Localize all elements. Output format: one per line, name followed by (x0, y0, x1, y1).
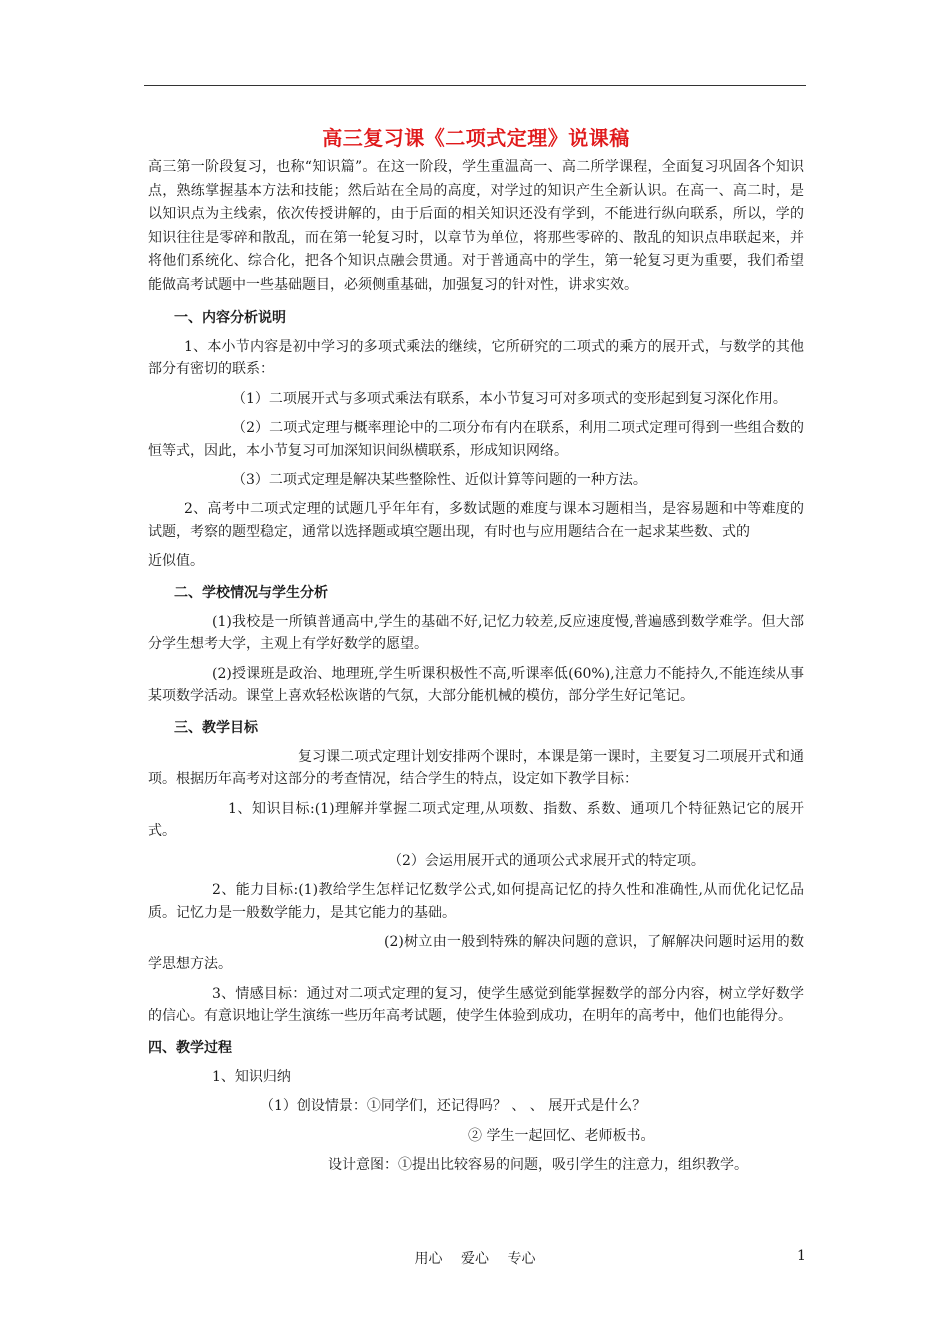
document-title: 高三复习课《二项式定理》说课稿 (322, 126, 630, 150)
section-4-heading: 四、教学过程 (148, 1039, 232, 1056)
emotion-goal: 3、情感目标：通过对二项式定理的复习，使学生感觉到能掌握数学的部分内容，树立学好数学的信心。有意识地让学生演练一些历年高考试题，使学生体验到成功，在明年的高考中，他们也能得分。 (148, 985, 804, 1025)
document-body (148, 124, 804, 1177)
section-2-para-2: (2)授课班是政治、地理班,学生听课积极性不高,听课率低(60%),注意力不能持久,不能连续从事某项数学活动。课堂上喜欢轻松诙谐的气氛，大部分能机械的模仿，部分学生好记笔记。 (148, 665, 804, 705)
section-1-item-1: （1）二项展开式与多项式乘法有联系，本小节复习可对多项式的变形起到复习深化作用。 (232, 390, 787, 407)
section-1-para-2-tail: 近似值。 (148, 553, 204, 570)
section-1-item-3: （3）二项式定理是解决某些整除性、近似计算等问题的一种方法。 (232, 472, 647, 488)
section-1-heading: 一、内容分析说明 (174, 309, 286, 326)
section-3-para-1: 复习课二项式定理计划安排两个课时，本课是第一课时，主要复习二项展开式和通项。根据历年高考对这部分的考查情况，结合学生的特点，设定如下教学目标： (148, 749, 804, 788)
knowledge-goal-2: （2）会运用展开式的通项公式求展开式的特定项。 (388, 852, 705, 869)
footer-motto: 用心 爱心 专心 (414, 1251, 536, 1267)
section-1-para-2: 2、高考中二项式定理的试题几乎年年有，多数试题的难度与课本习题相当，是容易题和中等难度的试题，考察的题型稳定，通常以选择题或填空题出现，有时也与应用题结合在一起求某些数、式的 (148, 501, 804, 540)
section-1-para-1: 1、本小节内容是初中学习的多项式乘法的继续，它所研究的二项式的乘方的展开式，与数学的其他部分有密切的联系： (148, 338, 804, 378)
intro-paragraph: 高三第一阶段复习，也称“知识篇”。在这一阶段，学生重温高一、高二所学课程，全面复习巩固各个知识点，熟练掌握基本方法和技能；然后站在全局的高度，对学过的知识产生全新认识。在高一、高二时，是以知识点为主线索，依次传授讲解的，由于后面的相关知识还没有学到，不能进行纵向联系，所以，学的知识往往是零碎和散乱，而在第一轮复习时，以章节为单位，将那些零碎的、散乱的知识点串联起来，并将他们系统化、综合化，把各个知识点融会贯通。对于普通高中的学生，第一轮复习更为重要，我们希望能做高考试题中一些基础题目，必须侧重基础，加强复习的针对性，讲求实效。 (148, 159, 804, 293)
knowledge-goal-1: 1、知识目标:(1)理解并掌握二项式定理,从项数、指数、系数、通项几个特征熟记它的展开式。 (148, 800, 804, 840)
section-4-sub-1: 1、知识归纳 (212, 1068, 291, 1085)
page-number: 1 (797, 1248, 806, 1264)
section-1-item-2: （2）二项式定理与概率理论中的二项分布有内在联系，利用二项式定理可得到一些组合数的恒等式，因此，本小节复习可加深知识间纵横联系，形成知识网络。 (148, 420, 804, 459)
section-2-heading: 二、学校情况与学生分析 (174, 584, 328, 601)
design-intent: 设计意图：①提出比较容易的问题，吸引学生的注意力，组织教学。 (328, 1157, 748, 1174)
section-3-heading: 三、教学目标 (174, 719, 258, 736)
section-2-para-1: (1)我校是一所镇普通高中,学生的基础不好,记忆力较差,反应速度慢,普遍感到数学难学。但大部分学生想考大学，主观上有学好数学的愿望。 (148, 614, 804, 653)
scenario-2: ② 学生一起回忆、老师板书。 (468, 1127, 655, 1144)
ability-goal-1: 2、能力目标:(1)教给学生怎样记忆数学公式,如何提高记忆的持久性和准确性,从而优化记忆品质。记忆力是一般数学能力，是其它能力的基础。 (148, 882, 804, 921)
ability-goal-2: (2)树立由一般到特殊的解决问题的意识，了解解决问题时运用的数学思想方法。 (148, 933, 804, 973)
scenario-1: （1）创设情景：①同学们，还记得吗？ 、 、 展开式是什么？ (260, 1098, 647, 1115)
header-rule (144, 85, 806, 86)
